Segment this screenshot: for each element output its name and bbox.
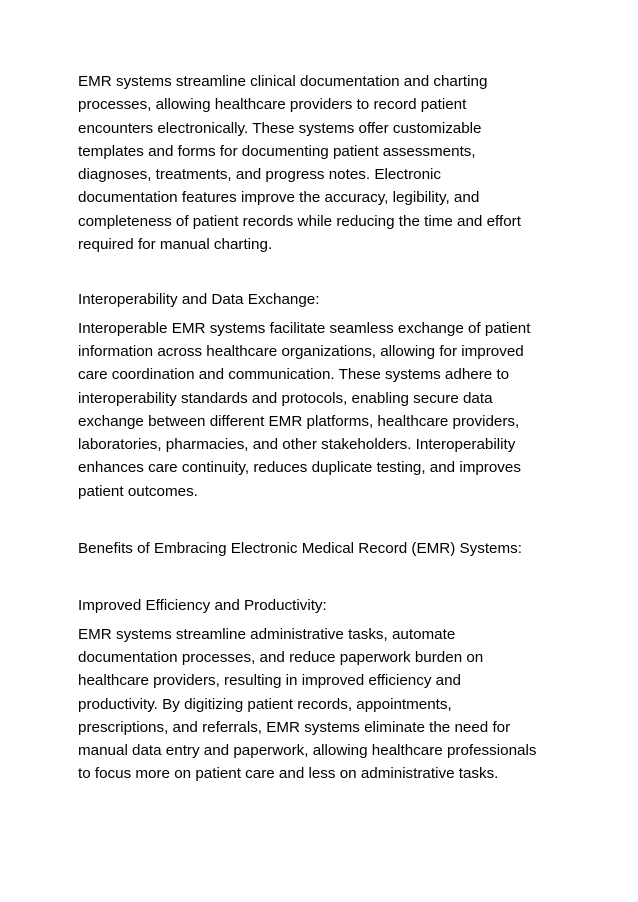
paragraph-clinical-documentation: EMR systems streamline clinical documentation and charting processes, allowing healthcare providers to record patient encounters electronically. These systems offer customizable templates and forms for documenting patient assessments, diagnoses, treatments, and progress notes. Electronic documentation features improve the accuracy, legibility, and completeness of patient records while reducing the time and effort required for manual charting. [78, 73, 521, 254]
paragraph-interoperability: Interoperable EMR systems facilitate seamless exchange of patient information across healthcare organizations, allowing for improved care coordination and communication. These systems adhere to interoperability standards and protocols, enabling secure data exchange between different EMR platforms, healthcare providers, laboratories, pharmacies, and other stakeholders. Interoperability enhances care continuity, reduces duplicate testing, and improves patient outcomes. [78, 319, 531, 500]
heading-efficiency: Improved Efficiency and Productivity: [78, 597, 327, 615]
heading-benefits: Benefits of Embracing Electronic Medical Record (EMR) Systems: [78, 540, 522, 558]
paragraph-efficiency: EMR systems streamline administrative tasks, automate documentation processes, and reduce paperwork burden on healthcare providers, resulting in improved efficiency and productivity. By digitizing patient records, appointments, prescriptions, and referrals, EMR systems eliminate the need for manual data entry and paperwork, allowing healthcare professionals to focus more on patient care and less on administrative tasks. [78, 625, 537, 783]
spacer [78, 503, 598, 537]
heading-interoperability: Interoperability and Data Exchange: [78, 291, 320, 309]
spacer [78, 256, 598, 288]
document-page [78, 70, 598, 786]
spacer [78, 560, 598, 594]
